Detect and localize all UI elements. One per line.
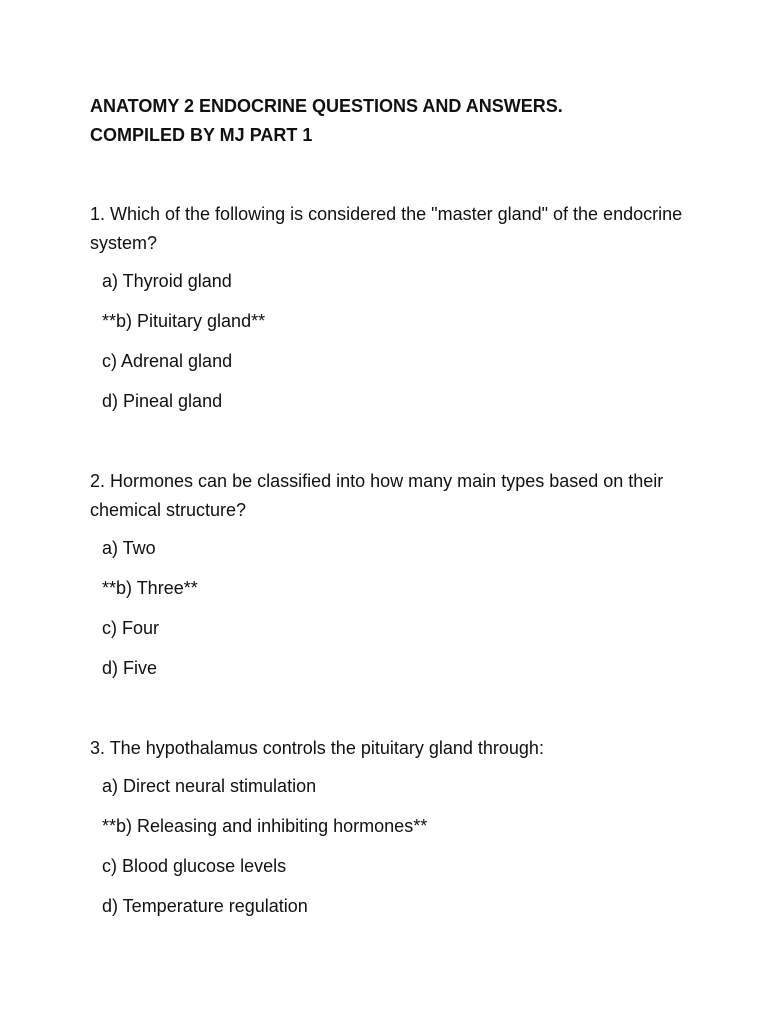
option-b: **b) Pituitary gland** xyxy=(102,311,266,331)
option-c: c) Blood glucose levels xyxy=(102,856,287,876)
option-b: **b) Releasing and inhibiting hormones** xyxy=(102,816,428,836)
title-line-1: ANATOMY 2 ENDOCRINE QUESTIONS AND ANSWERS. xyxy=(90,96,563,116)
option-a: a) Thyroid gland xyxy=(102,271,232,291)
option-b: **b) Three** xyxy=(102,578,198,598)
question-3 xyxy=(90,734,710,917)
option-d: d) Five xyxy=(102,658,158,678)
option-a: a) Direct neural stimulation xyxy=(102,776,317,796)
title-line-2: COMPILED BY MJ PART 1 xyxy=(90,125,313,145)
option-c: c) Four xyxy=(102,618,160,638)
question-text: 2. Hormones can be classified into how many main types based on their chemical structure? xyxy=(90,471,664,520)
question-2 xyxy=(90,467,710,679)
question-text: 1. Which of the following is considered the "master gland" of the endocrine system? xyxy=(90,204,683,253)
answer-options xyxy=(90,775,710,917)
answer-options xyxy=(90,537,710,679)
option-a: a) Two xyxy=(102,538,156,558)
document-title xyxy=(90,92,710,150)
question-text: 3. The hypothalamus controls the pituitary gland through: xyxy=(90,738,544,758)
question-1 xyxy=(90,200,710,412)
answer-options xyxy=(90,270,710,412)
option-d: d) Temperature regulation xyxy=(102,896,308,916)
option-c: c) Adrenal gland xyxy=(102,351,233,371)
option-d: d) Pineal gland xyxy=(102,391,223,411)
